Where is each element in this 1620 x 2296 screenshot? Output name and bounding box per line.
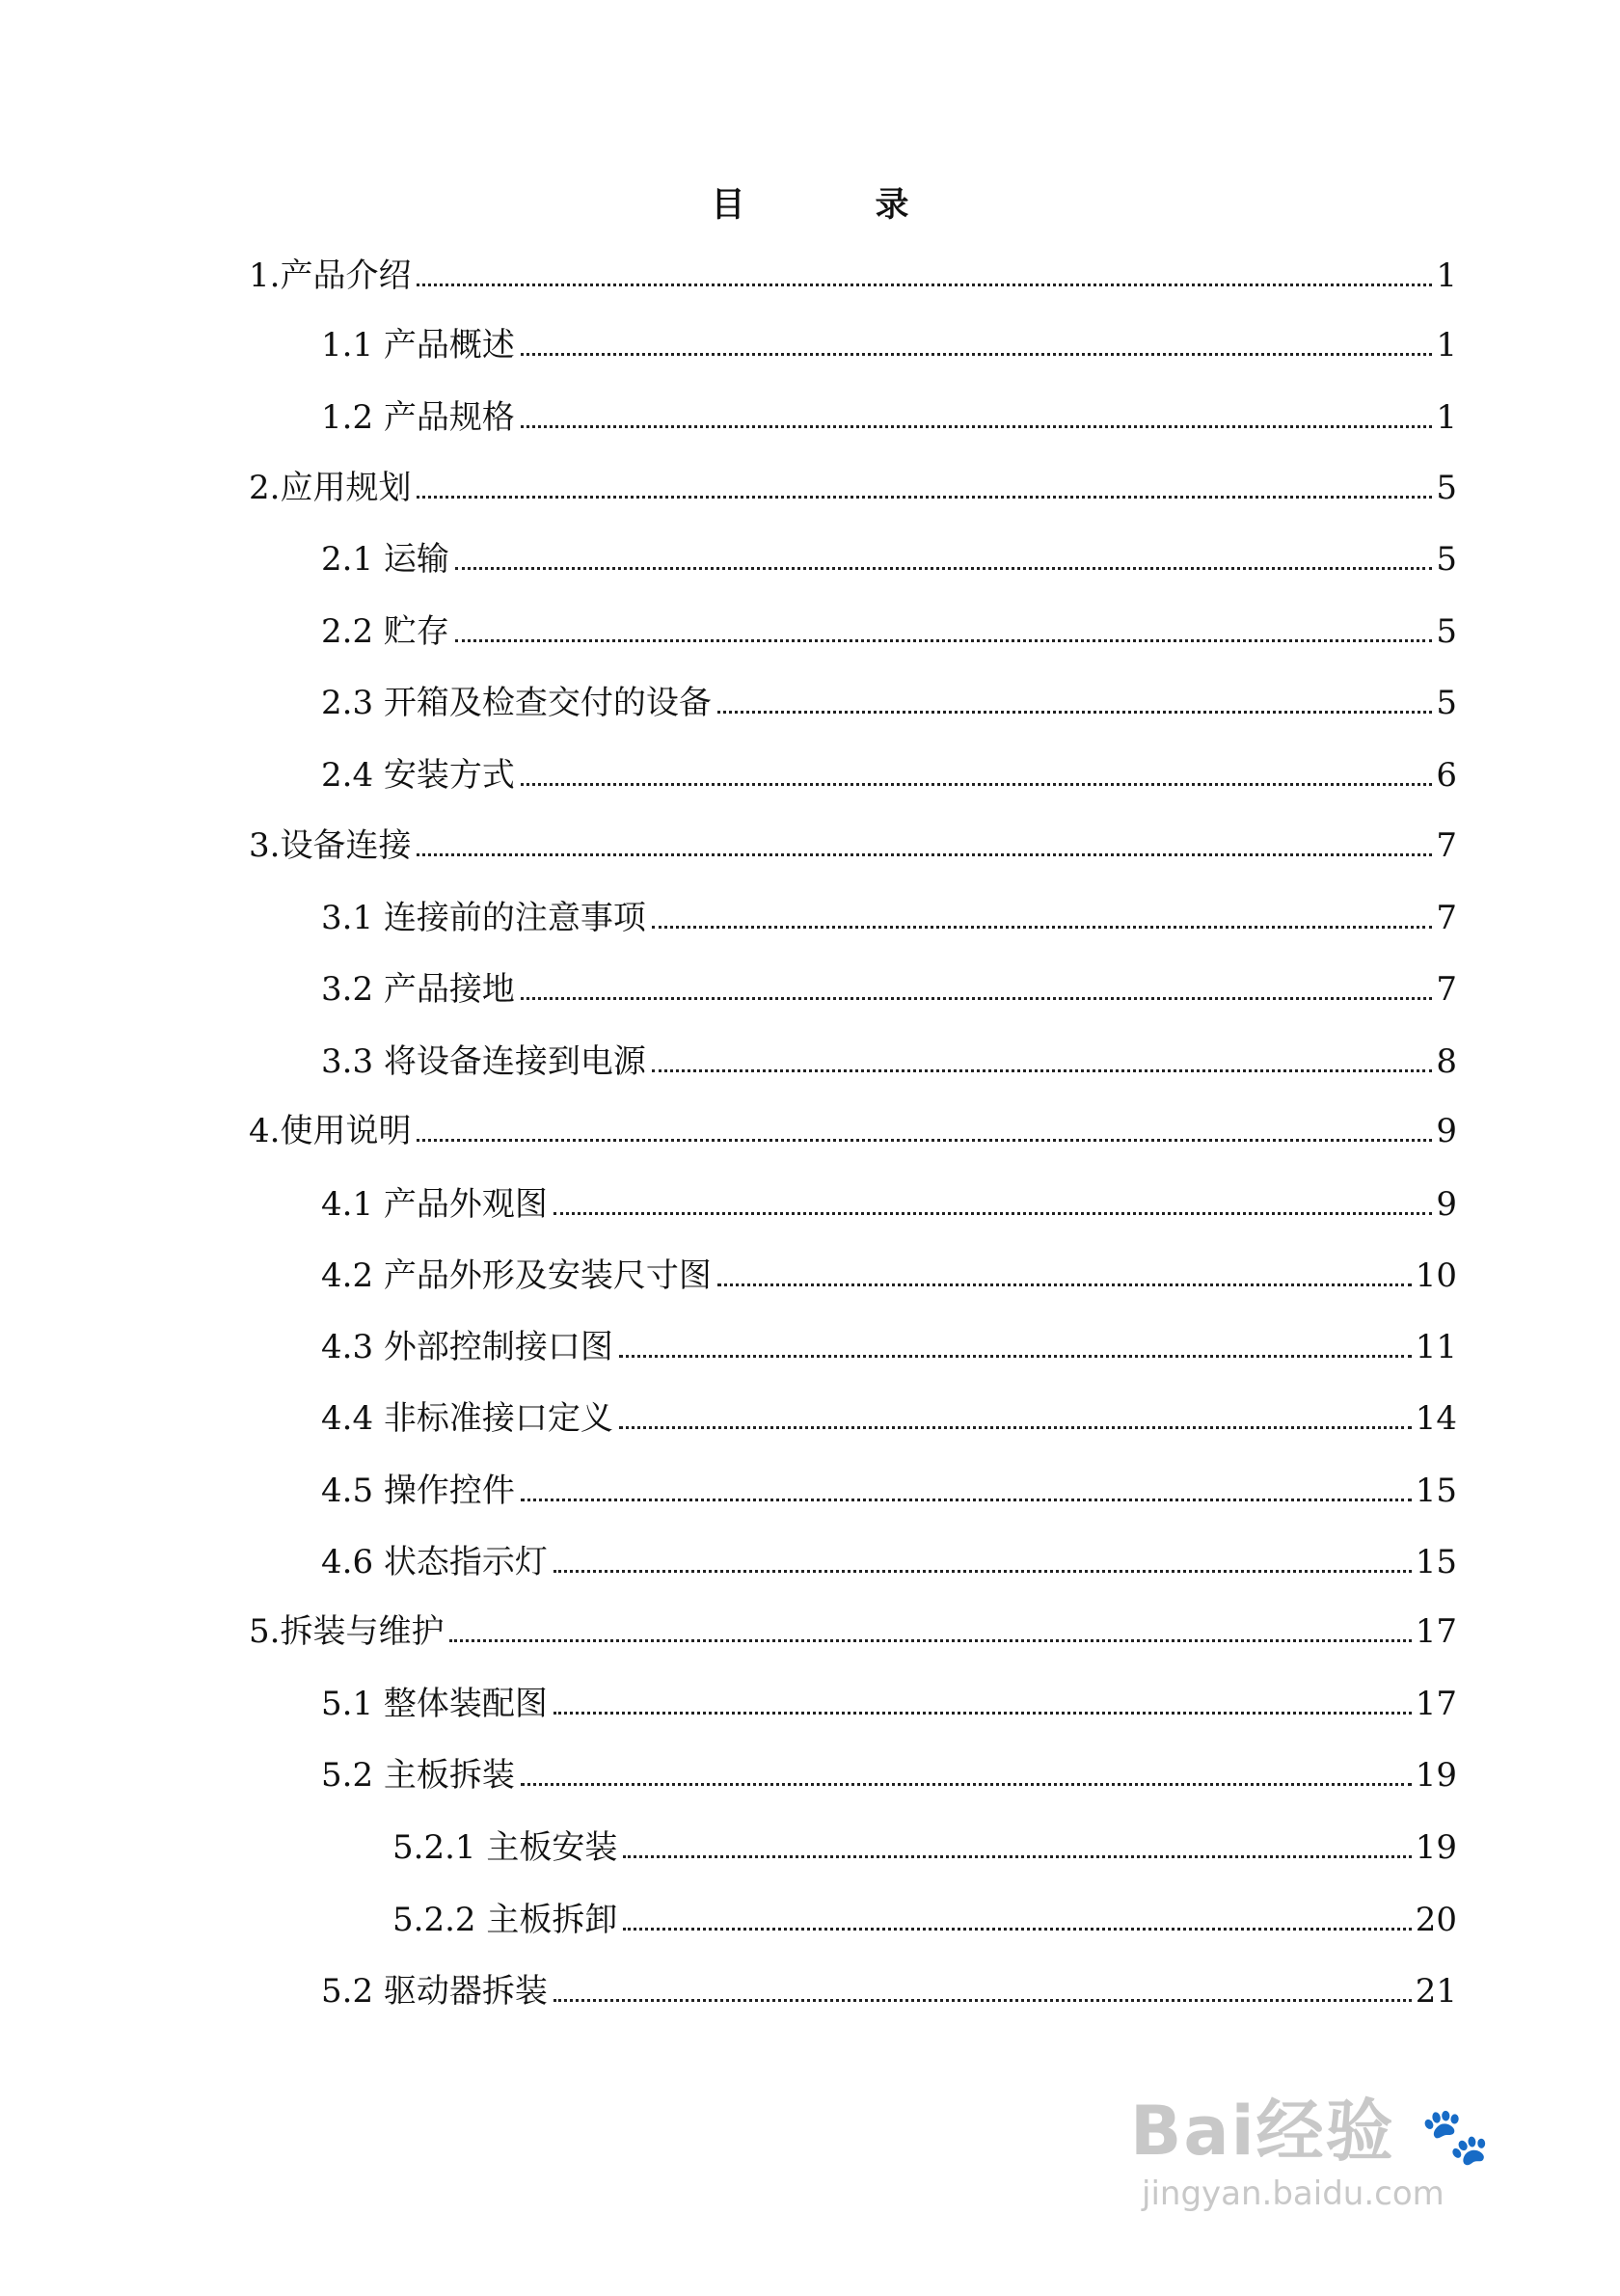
toc-dot-leader <box>623 1855 1411 1858</box>
toc-entry[interactable] <box>321 1177 1457 1224</box>
toc-dot-leader <box>619 1426 1412 1429</box>
toc-entry-label: 2.应用规划 <box>249 469 412 507</box>
toc-entry-label: 5.2.2 主板拆卸 <box>392 1901 618 1939</box>
toc-entry-page-number: 5 <box>1436 684 1457 722</box>
toc-entry-page-number: 8 <box>1436 1042 1457 1081</box>
toc-entry[interactable] <box>321 1249 1457 1295</box>
baidu-jingyan-watermark <box>1130 2093 1535 2228</box>
toc-entry[interactable] <box>321 318 1457 365</box>
toc-entry-page-number: 5 <box>1436 540 1457 579</box>
toc-entry[interactable] <box>249 461 1457 507</box>
toc-entry-page-number: 6 <box>1436 756 1457 795</box>
toc-entry[interactable] <box>392 1821 1457 1867</box>
toc-entry-page-number: 15 <box>1415 1472 1457 1510</box>
toc-entry[interactable] <box>249 1104 1457 1150</box>
toc-entry-page-number: 7 <box>1436 826 1457 865</box>
toc-dot-leader <box>554 1712 1412 1715</box>
toc-entry-page-number: 21 <box>1415 1972 1457 2011</box>
toc-entry[interactable] <box>321 1535 1457 1581</box>
toc-entry-label: 4.3 外部控制接口图 <box>321 1328 613 1366</box>
toc-entry-page-number: 1 <box>1436 326 1457 365</box>
toc-entry[interactable] <box>321 605 1457 651</box>
watermark-logo <box>1130 2093 1535 2174</box>
toc-entry[interactable] <box>321 1748 1457 1795</box>
paw-icon: 🐾 <box>1419 2102 1493 2169</box>
toc-entry[interactable] <box>321 1964 1457 2011</box>
toc-dot-leader <box>417 496 1432 499</box>
toc-entry-label: 3.3 将设备连接到电源 <box>321 1042 646 1081</box>
toc-entry-label: 2.1 运输 <box>321 540 449 579</box>
toc-entry[interactable] <box>321 962 1457 1009</box>
toc-entry-page-number: 1 <box>1436 398 1457 437</box>
watermark-brand: Bai经验 <box>1130 2092 1395 2171</box>
toc-dot-leader <box>521 997 1432 1000</box>
toc-dot-leader <box>652 1069 1432 1072</box>
toc-entry-page-number: 20 <box>1415 1901 1457 1939</box>
toc-dot-leader <box>717 711 1432 714</box>
toc-entry[interactable] <box>321 1320 1457 1366</box>
toc-entry-label: 4.4 非标准接口定义 <box>321 1399 613 1438</box>
toc-entry[interactable] <box>321 391 1457 437</box>
toc-entry-page-number: 14 <box>1415 1399 1457 1438</box>
toc-entry-label: 4.5 操作控件 <box>321 1472 515 1510</box>
toc-entry[interactable] <box>321 676 1457 722</box>
toc-entry-label: 4.6 状态指示灯 <box>321 1543 548 1581</box>
toc-entry-page-number: 19 <box>1415 1828 1457 1867</box>
toc-entry-page-number: 7 <box>1436 970 1457 1009</box>
toc-dot-leader <box>417 853 1432 856</box>
toc-entry[interactable] <box>321 748 1457 795</box>
toc-entry-label: 1.产品介绍 <box>249 257 412 295</box>
toc-entry-label: 2.4 安装方式 <box>321 756 515 795</box>
toc-entry-label: 2.2 贮存 <box>321 612 449 651</box>
watermark-url: jingyan.baidu.com <box>1142 2174 1444 2213</box>
toc-dot-leader <box>554 1999 1412 2002</box>
toc-dot-leader <box>717 1283 1412 1286</box>
toc-entry[interactable] <box>321 1391 1457 1438</box>
toc-dot-leader <box>417 1139 1432 1142</box>
toc-entry-label: 5.拆装与维护 <box>249 1612 445 1651</box>
toc-entry-label: 4.使用说明 <box>249 1112 412 1150</box>
toc-entry-label: 1.1 产品概述 <box>321 326 515 365</box>
toc-entry-label: 2.3 开箱及检查交付的设备 <box>321 684 712 722</box>
toc-entry-page-number: 9 <box>1436 1112 1457 1150</box>
toc-entry-page-number: 17 <box>1415 1612 1457 1651</box>
toc-entry-label: 5.2.1 主板安装 <box>392 1828 618 1867</box>
toc-dot-leader <box>619 1355 1412 1358</box>
toc-entry-page-number: 19 <box>1415 1756 1457 1795</box>
toc-dot-leader <box>521 783 1432 786</box>
toc-entry[interactable] <box>321 891 1457 937</box>
toc-entry[interactable] <box>392 1893 1457 1939</box>
toc-entry-label: 1.2 产品规格 <box>321 398 515 437</box>
toc-entry[interactable] <box>321 1464 1457 1510</box>
toc-title: 目 录 <box>711 185 958 225</box>
toc-entry-page-number: 10 <box>1415 1256 1457 1295</box>
toc-entry-label: 4.2 产品外形及安装尺寸图 <box>321 1256 712 1295</box>
toc-dot-leader <box>554 1212 1432 1215</box>
toc-entry[interactable] <box>321 532 1457 579</box>
toc-dot-leader <box>521 1499 1412 1501</box>
toc-entry[interactable] <box>321 1677 1457 1723</box>
toc-entry-page-number: 5 <box>1436 612 1457 651</box>
toc-dot-leader <box>521 425 1432 428</box>
toc-dot-leader <box>455 639 1432 642</box>
toc-entry-label: 4.1 产品外观图 <box>321 1185 548 1224</box>
toc-entry-label: 3.1 连接前的注意事项 <box>321 899 646 937</box>
toc-dot-leader <box>455 567 1432 570</box>
toc-entry-page-number: 15 <box>1415 1543 1457 1581</box>
toc-entry-label: 5.2 驱动器拆装 <box>321 1972 548 2011</box>
toc-dot-leader <box>417 284 1432 286</box>
toc-dot-leader <box>652 926 1432 929</box>
toc-entry[interactable] <box>249 819 1457 865</box>
toc-entry-page-number: 7 <box>1436 899 1457 937</box>
toc-entry-label: 5.2 主板拆装 <box>321 1756 515 1795</box>
toc-entry-page-number: 17 <box>1415 1685 1457 1723</box>
toc-entry[interactable] <box>321 1035 1457 1081</box>
toc-dot-leader <box>521 1783 1412 1786</box>
toc-entry[interactable] <box>249 249 1457 295</box>
toc-entry-page-number: 5 <box>1436 469 1457 507</box>
toc-dot-leader <box>623 1928 1411 1931</box>
toc-dot-leader <box>554 1570 1412 1573</box>
toc-entry-label: 5.1 整体装配图 <box>321 1685 548 1723</box>
toc-dot-leader <box>521 353 1432 356</box>
toc-entry-label: 3.设备连接 <box>249 826 412 865</box>
toc-dot-leader <box>449 1639 1411 1642</box>
toc-entry-label: 3.2 产品接地 <box>321 970 515 1009</box>
toc-entry[interactable] <box>249 1605 1457 1651</box>
toc-entry-page-number: 11 <box>1415 1328 1457 1366</box>
toc-entry-page-number: 9 <box>1436 1185 1457 1224</box>
toc-entry-page-number: 1 <box>1436 257 1457 295</box>
